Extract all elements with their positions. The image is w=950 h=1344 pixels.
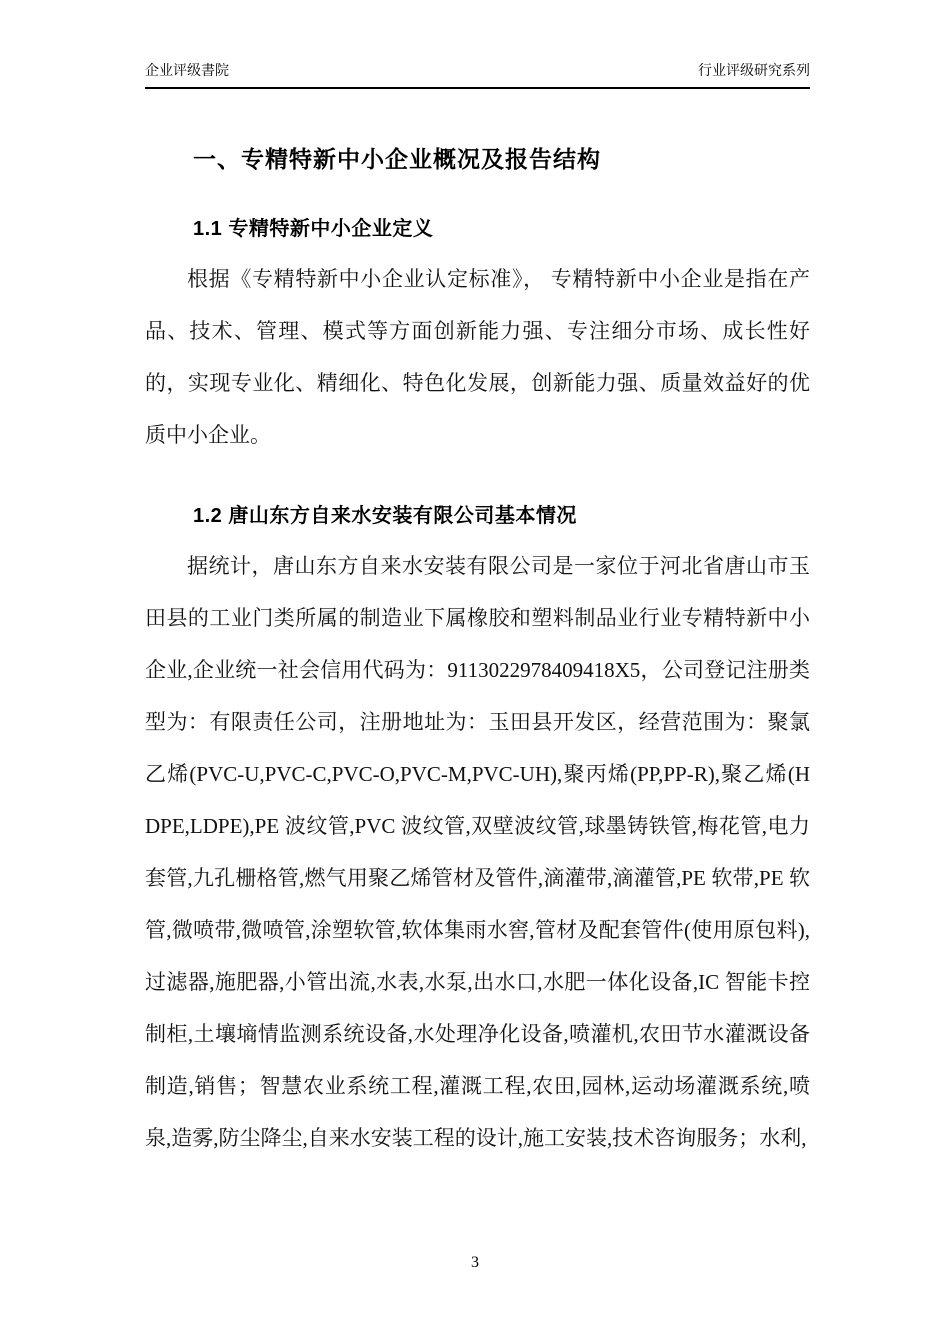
page-header [145,60,810,89]
page-content [145,0,810,1164]
header-left-text: 企业评级書院 [145,64,229,79]
section-1-2-paragraph: 据统计，唐山东方自来水安装有限公司是一家位于河北省唐山市玉田县的工业门类所属的制造业下属橡胶和塑料制品业行业专精特新中小企业,企业统一社会信用代码为：9113022978409418X5，公司登记注册类型为：有限责任公司，注册地址为：玉田县开发区，经营范围为：聚氯乙烯(PVC-U,PVC-C,PVC-O,PVC-M,PVC-UH),聚丙烯(PP,PP-R),聚乙烯(HDPE,LDPE),PE 波纹管,PVC 波纹管,双壁波纹管,球墨铸铁管,梅花管,电力套管,九孔栅格管,燃气用聚乙烯管材及管件,滴灌带,滴灌管,PE 软带,PE 软管,微喷带,微喷管,涂塑软管,软体集雨水窖,管材及配套管件(使用原包料),过滤器,施肥器,小管出流,水表,水泵,出水口,水肥一体化设备,IC 智能卡控制柜,土壤墒情监测系统设备,水处理净化设备,喷灌机,农田节水灌溉设备制造,销售；智慧农业系统工程,灌溉工程,农田,园林,运动场灌溉系统,喷泉,造雾,防尘降尘,自来水安装工程的设计,施工安装,技术咨询服务；水利, [145,554,810,1150]
section-heading-1-2: 1.2 唐山东方自来水安装有限公司基本情况 [193,505,577,527]
section-heading-1-1: 1.1 专精特新中小企业定义 [193,218,434,240]
page-number: 3 [471,1254,479,1271]
section-1-1-paragraph: 根据《专精特新中小企业认定标准》， 专精特新中小企业是指在产品、技术、管理、模式等方面创新能力强、专注细分市场、成长性好的，实现专业化、精细化、特色化发展，创新能力强、质量效益好的优质中小企业。 [145,267,810,447]
document-title: 一、专精特新中小企业概况及报告结构 [193,146,601,172]
header-right-text: 行业评级研究系列 [698,64,810,79]
